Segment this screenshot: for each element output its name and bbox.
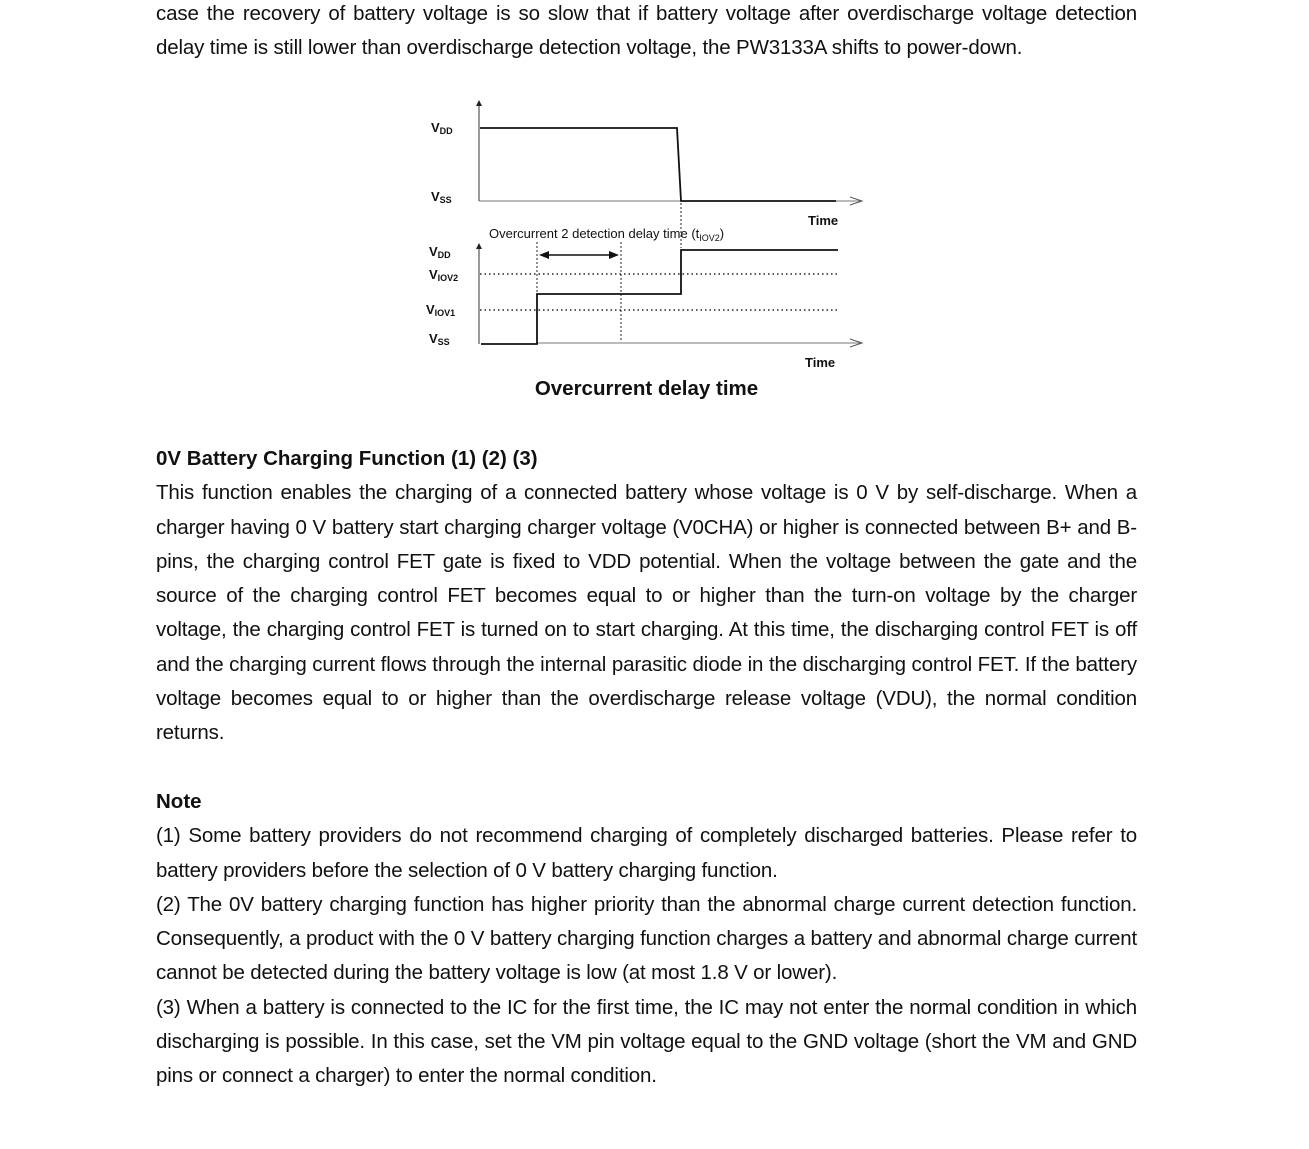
- delay-annotation: Overcurrent 2 detection delay time (t: [489, 226, 700, 241]
- top-timing-chart: [431, 100, 862, 228]
- intro-text: case the recovery of battery voltage is so slow that if battery voltage after overdischarge voltage detection delay time is still lower than overdischarge detection voltage, the PW3133A shifts to power-down.: [156, 2, 1137, 60]
- note-item-2: (2) The 0V battery charging function has higher priority than the abnormal charge current detection function. Consequently, a product with the 0 V battery charging function charges a battery and abnormal charge current cannot be detected during the battery voltage is low (at most 1.8 V or lower).: [156, 892, 1137, 985]
- note-heading: Note: [156, 790, 202, 813]
- top-vss-label: V: [431, 189, 440, 204]
- viov2-label: V: [429, 267, 438, 282]
- figure-caption: Overcurrent delay time: [534, 377, 759, 400]
- svg-text:VSS: VSS: [431, 189, 452, 205]
- bottom-vdd-label: V: [429, 244, 438, 259]
- section-body: This function enables the charging of a connected battery whose voltage is 0 V by self-discharge. When a charger having 0 V battery start charging charger voltage (V0CHA) or higher is connected between B+ and B- pins, the charging control FET gate is fixed to VDD potential. When the voltage between the gate and the source of the charging control FET becomes equal to or higher than the turn-on voltage by the charger voltage, the charging control FET is turned on to start charging. At this time, the discharging control FET is off and the charging current flows through the internal parasitic diode in the discharging control FET. If the battery voltage becomes equal to or higher than the overdischarge release voltage (VDU), the normal condition returns.: [156, 481, 1137, 745]
- top-vdd-label: V: [431, 120, 440, 135]
- svg-text:VDD: VDD: [429, 244, 451, 260]
- intro-paragraph: [156, 0, 1137, 66]
- svg-text:VSS: VSS: [429, 331, 450, 347]
- section-heading: 0V Battery Charging Function (1) (2) (3): [156, 447, 538, 470]
- viov1-label: V: [426, 302, 435, 317]
- svg-text:VIOV2: VIOV2: [429, 267, 459, 283]
- section-note: [156, 785, 1137, 1094]
- bottom-timing-chart: [426, 226, 862, 370]
- svg-text:VDD: VDD: [431, 120, 453, 136]
- svg-text:VIOV1: VIOV1: [426, 302, 456, 318]
- bottom-vss-label: V: [429, 331, 438, 346]
- overcurrent-timing-diagram: [420, 96, 880, 376]
- top-time-label: Time: [808, 213, 839, 228]
- section-0v-battery-charging: [156, 442, 1137, 751]
- note-item-1: (1) Some battery providers do not recommend charging of completely discharged batteries. Please refer to battery providers before the selection of 0 V battery charging function.: [156, 824, 1137, 882]
- svg-text:Overcurrent 2 detection delay: Overcurrent 2 detection delay time $(t_{IOV2})$: [489, 226, 725, 243]
- bottom-time-label: Time: [805, 355, 836, 370]
- note-item-3: (3) When a battery is connected to the IC for the first time, the IC may not enter the normal condition in which discharging is possible. In this case, set the VM pin voltage equal to the GND voltage (short the VM and GND pins or connect a charger) to enter the normal condition.: [156, 995, 1137, 1088]
